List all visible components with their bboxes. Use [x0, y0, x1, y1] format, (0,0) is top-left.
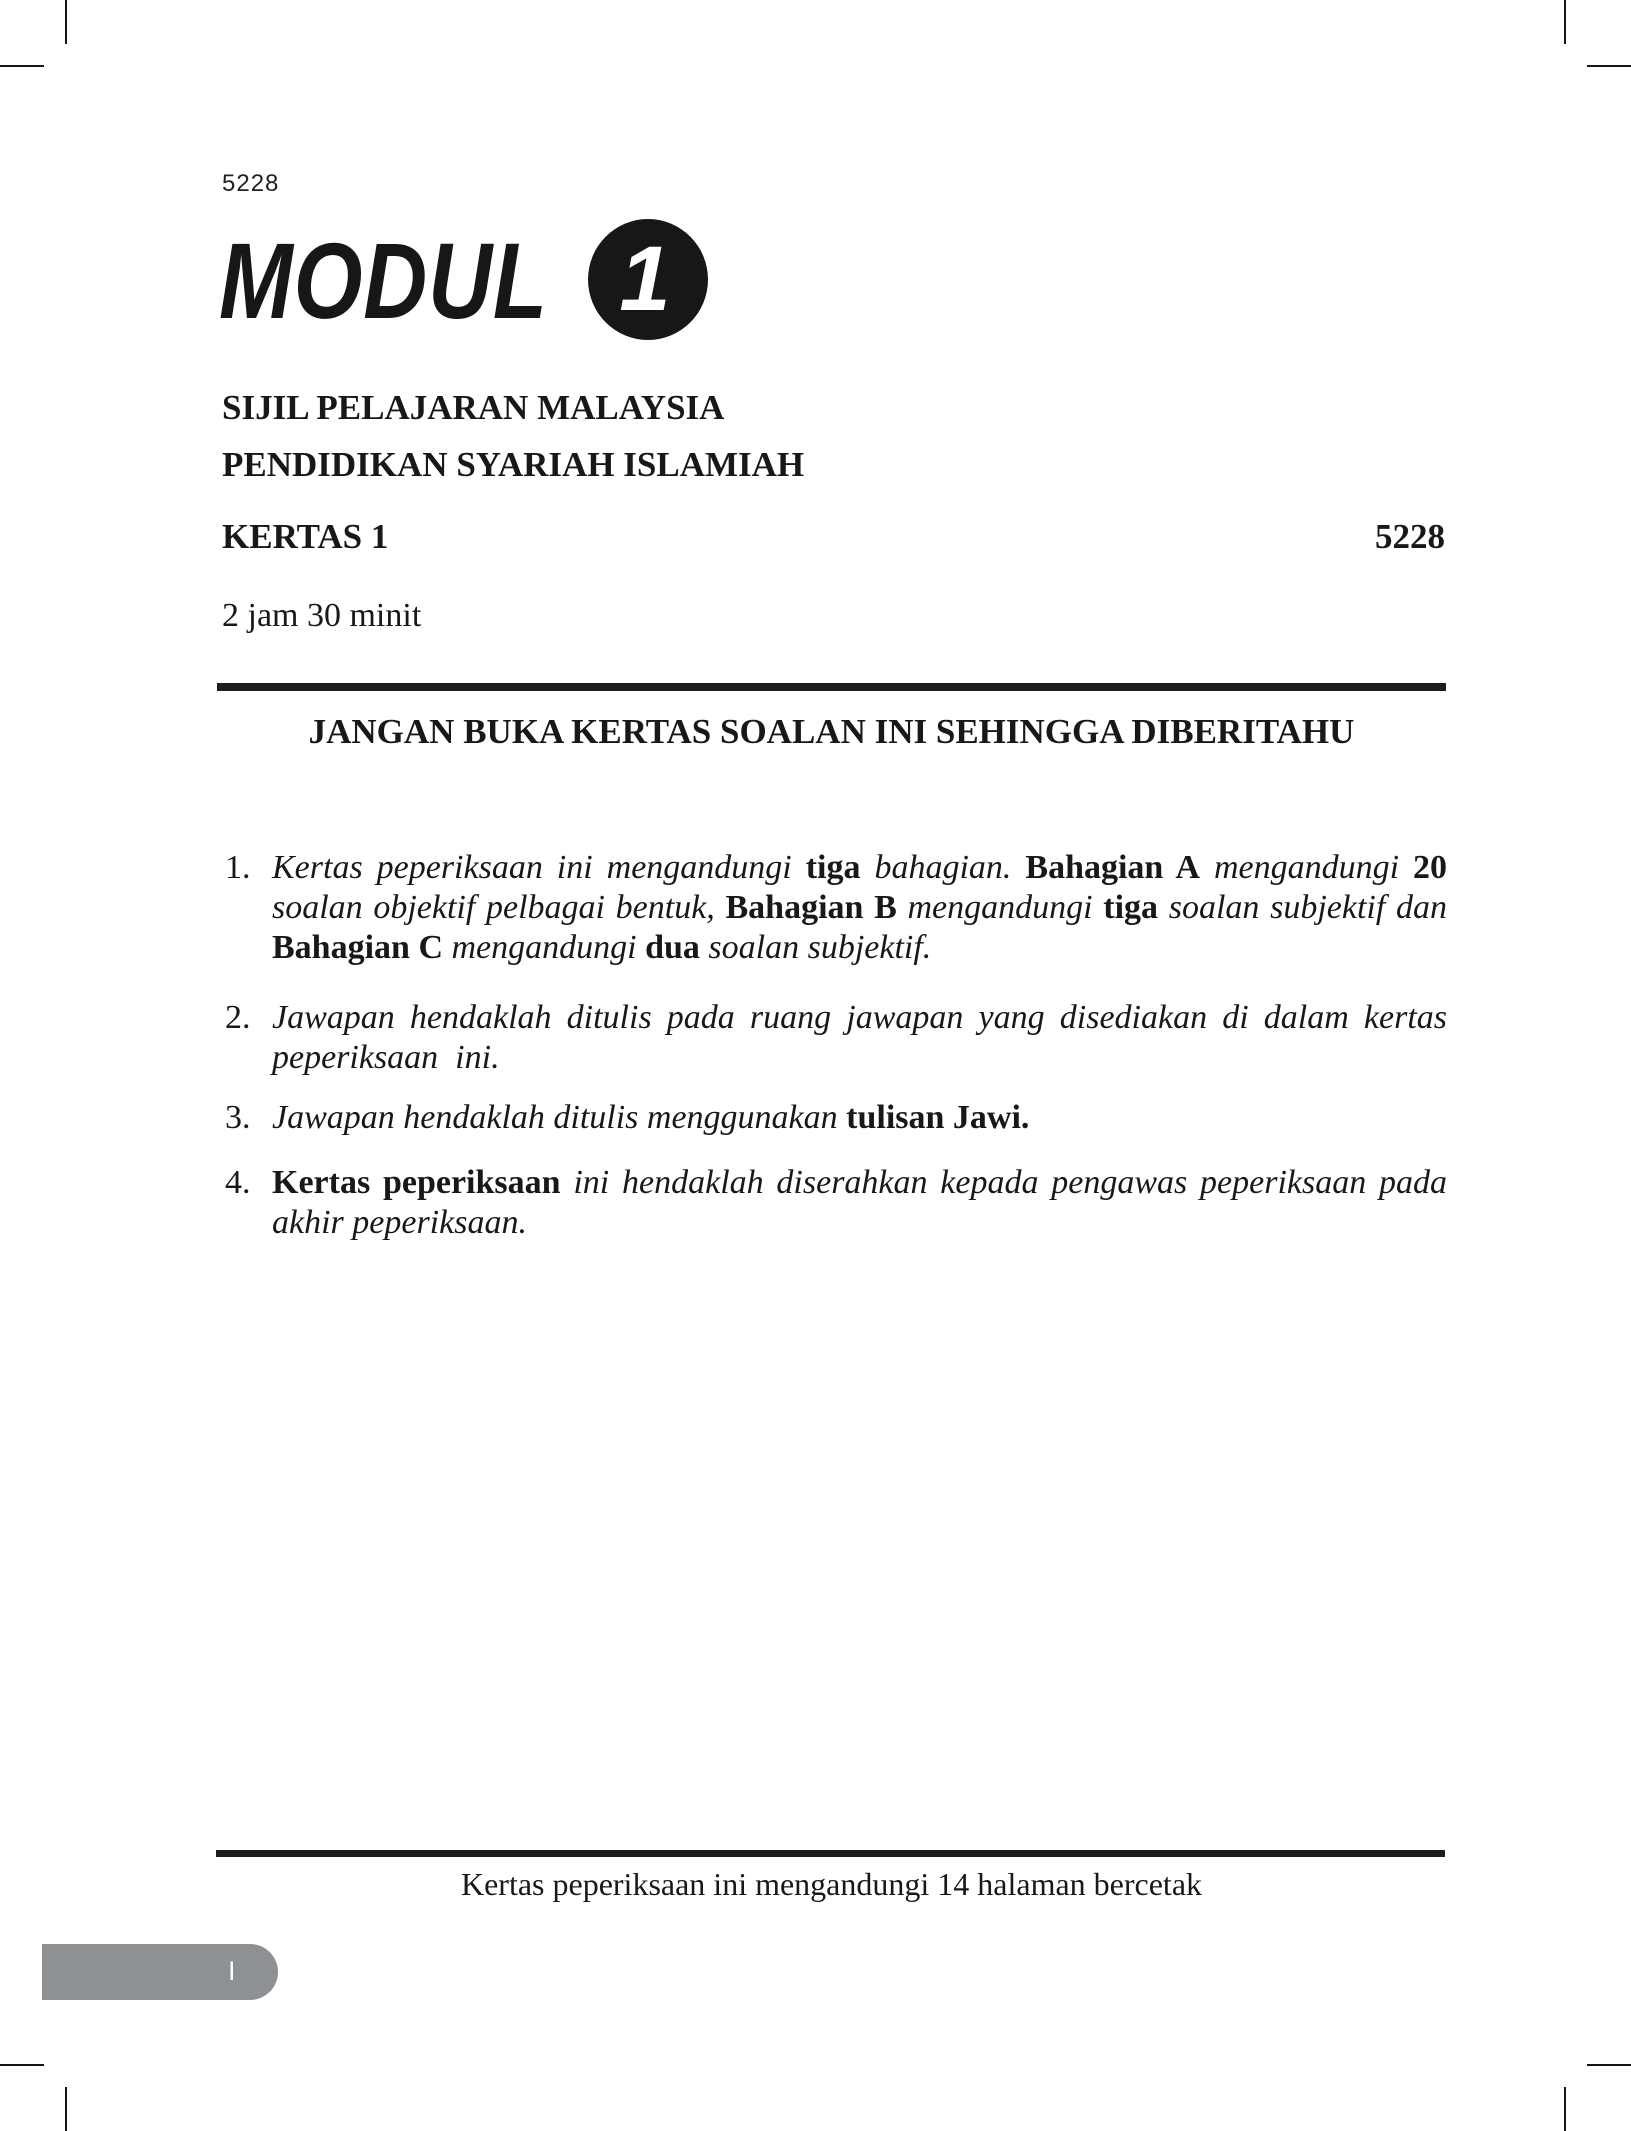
paper-code: 5228 — [1375, 517, 1445, 556]
crop-mark-bottom-left-horizontal — [0, 2064, 44, 2066]
footer-note: Kertas peperiksaan ini mengandungi 14 halaman bercetak — [460, 1866, 1203, 1902]
instruction-segment: tulisan Jawi. — [846, 1099, 1030, 1136]
bottom-rule — [216, 1850, 1445, 1857]
crop-mark-bottom-right-vertical — [1564, 2087, 1566, 2131]
instruction-segment: Bahagian C — [272, 929, 443, 966]
subject-title: PENDIDIKAN SYARIAH ISLAMIAH — [222, 445, 805, 484]
warning-heading: JANGAN BUKA KERTAS SOALAN INI SEHINGGA DIBERITAHU — [308, 712, 1355, 751]
instruction-segment: ini hendaklah diserahkan kepada pengawas peperiksaan pada akhir peperiksaan. — [272, 1164, 1447, 1241]
instruction-item — [225, 848, 1447, 968]
instruction-segment: mengandungi — [443, 929, 646, 966]
module-number: 1 — [619, 228, 671, 330]
instruction-segment: mengandungi — [896, 889, 1104, 926]
paper-code-top: 5228 — [222, 170, 280, 197]
instruction-segment: mengandungi — [1199, 849, 1414, 886]
paper-label: KERTAS 1 — [222, 517, 389, 556]
crop-mark-top-right-horizontal — [1587, 65, 1631, 67]
module-tab — [42, 1944, 278, 2000]
instruction-segment: soalan objektif pelbagai bentuk, — [272, 889, 726, 926]
instruction-item — [225, 998, 1447, 1078]
top-rule — [217, 683, 1446, 691]
instruction-segment: soalan subjektif dan — [1158, 889, 1447, 926]
exam-title: SIJIL PELAJARAN MALAYSIA — [222, 388, 725, 427]
instruction-item — [225, 1163, 1447, 1243]
instruction-list — [225, 848, 1447, 1243]
crop-mark-top-left-vertical — [65, 0, 67, 44]
instruction-text — [272, 848, 1447, 968]
instruction-text — [272, 998, 1447, 1078]
instruction-segment: Kertas peperiksaan ini mengandungi — [272, 849, 806, 886]
instruction-segment: dua — [645, 929, 700, 966]
crop-mark-top-right-vertical — [1564, 0, 1566, 44]
instruction-segment: Bahagian A — [1025, 849, 1200, 886]
instruction-segment: Bahagian B — [725, 889, 897, 926]
instruction-segment: soalan subjektif. — [699, 929, 932, 966]
duration-text: 2 jam 30 minit — [222, 597, 422, 634]
instruction-segment: 20 — [1413, 849, 1448, 886]
instruction-segment: tiga — [805, 849, 861, 886]
instruction-segment: tiga — [1103, 889, 1159, 926]
instruction-number: 1. — [225, 849, 251, 886]
modul-logo-text: MODUL — [219, 220, 548, 341]
instruction-segment: Kertas peperiksaan — [272, 1164, 561, 1201]
instruction-item — [225, 1098, 1447, 1138]
instruction-number: 2. — [225, 999, 251, 1036]
crop-mark-bottom-right-horizontal — [1587, 2064, 1631, 2066]
instruction-number: 3. — [225, 1099, 251, 1136]
tab-marker-label: I — [228, 1956, 236, 1986]
instruction-segment: Jawapan hendaklah ditulis pada ruang jawapan yang disediakan di dalam kertas peperiksaan ini. — [272, 999, 1447, 1076]
crop-mark-bottom-left-vertical — [65, 2087, 67, 2131]
instruction-segment: Jawapan hendaklah ditulis menggunakan — [272, 1099, 847, 1136]
instruction-text — [272, 1163, 1447, 1243]
crop-mark-top-left-horizontal — [0, 65, 44, 67]
instruction-number: 4. — [225, 1164, 251, 1201]
paper-row — [222, 519, 1445, 554]
module-number-badge — [588, 219, 708, 340]
instruction-segment: bahagian. — [860, 849, 1026, 886]
instruction-text — [272, 1098, 1447, 1138]
